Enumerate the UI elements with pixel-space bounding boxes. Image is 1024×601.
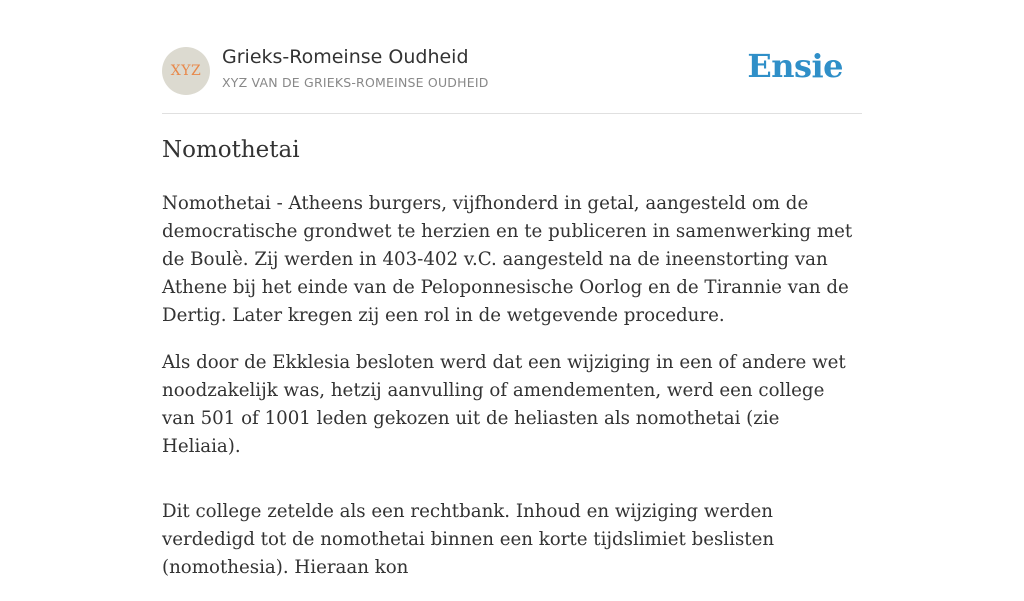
brand-logo[interactable]: Ensie	[747, 47, 843, 85]
paragraph: Als door de Ekklesia besloten werd dat een wijziging in een of andere wet noodzakelijk was, hetzij aanvulling of amendementen, werd een college van 501 of 1001 leden gekozen uit de heliasten als nomothetai (zie Heliaia).	[162, 352, 846, 457]
paragraph: Dit college zetelde als een rechtbank. Inhoud en wijziging werden verdedigd tot de nomothetai binnen een korte tijdslimiet beslisten (nomothesia). Hieraan kon	[162, 501, 775, 578]
avatar[interactable]	[162, 47, 210, 95]
page-title: Nomothetai	[162, 137, 300, 163]
author-subtitle: XYZ VAN DE GRIEKS-ROMEINSE OUDHEID	[222, 75, 489, 90]
article-body	[162, 190, 862, 601]
avatar-initials: XYZ	[170, 63, 202, 79]
page-container	[162, 0, 862, 578]
author-name[interactable]: Grieks-Romeinse Oudheid	[222, 46, 469, 68]
paragraph: Nomothetai - Atheens burgers, vijfhonderd in getal, aangesteld om de democratische grondwet te herzien en te publiceren in samenwerking met de Boulè. Zij werden in 403-402 v.C. aangesteld na de ineenstorting van Athene bij het einde van de Peloponnesische Oorlog en de Tirannie van de Dertig. Later kregen zij een rol in de wetgevende procedure.	[162, 193, 853, 326]
header	[162, 0, 862, 114]
